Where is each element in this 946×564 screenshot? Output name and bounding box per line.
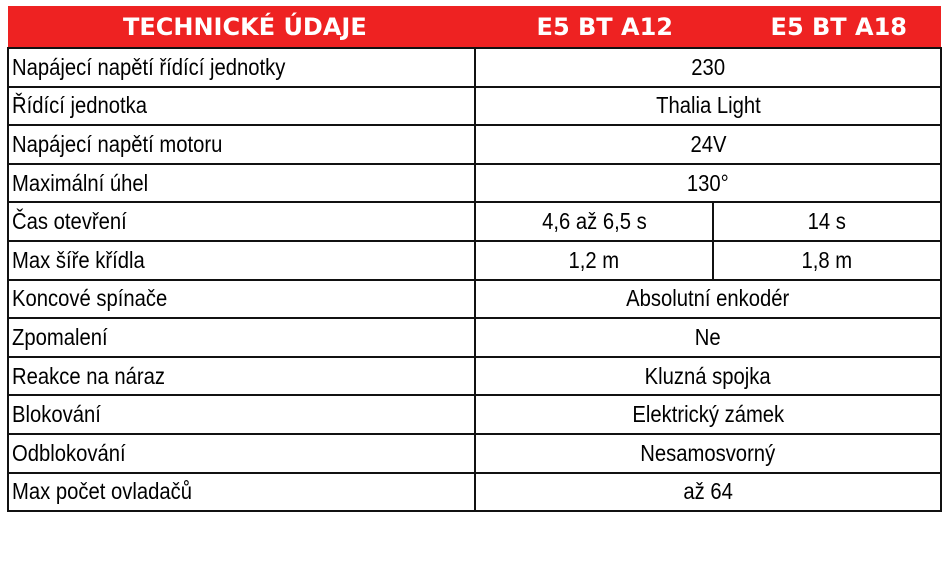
table-row bbox=[8, 164, 941, 203]
row-label-text: Čas otevření bbox=[12, 208, 127, 235]
row-label bbox=[8, 280, 475, 319]
row-label bbox=[8, 164, 475, 203]
header-row bbox=[8, 6, 941, 48]
spec-table-container bbox=[7, 6, 940, 512]
table-row bbox=[8, 202, 941, 241]
row-value-a-text: 4,6 až 6,5 s bbox=[541, 208, 647, 235]
table-row bbox=[8, 241, 941, 280]
table-row bbox=[8, 87, 941, 126]
row-value-text: až 64 bbox=[683, 478, 733, 505]
row-value bbox=[475, 48, 941, 87]
table-header bbox=[8, 6, 941, 48]
row-value bbox=[475, 318, 941, 357]
table-row bbox=[8, 318, 941, 357]
row-label-text: Řídící jednotka bbox=[12, 92, 148, 119]
header-title: TECHNICKÉ ÚDAJE bbox=[8, 6, 475, 48]
header-model-a: E5 BT A12 bbox=[475, 6, 713, 48]
row-value-text: Kluzná spojka bbox=[644, 362, 772, 389]
row-value-text: Nesamosvorný bbox=[640, 439, 776, 466]
row-label bbox=[8, 395, 475, 434]
row-label-text: Odblokování bbox=[12, 439, 126, 466]
row-value-a bbox=[475, 202, 713, 241]
row-value bbox=[475, 87, 941, 126]
table-body bbox=[8, 48, 941, 511]
row-value-text: Elektrický zámek bbox=[632, 401, 784, 428]
row-value-text: 24V bbox=[689, 130, 727, 157]
row-value-text: Thalia Light bbox=[655, 92, 761, 119]
row-value-b bbox=[713, 241, 941, 280]
row-value bbox=[475, 164, 941, 203]
row-label-text: Koncové spínače bbox=[12, 285, 168, 312]
row-label bbox=[8, 202, 475, 241]
row-value bbox=[475, 395, 941, 434]
row-value bbox=[475, 434, 941, 473]
row-label-text: Max šíře křídla bbox=[12, 246, 145, 273]
row-label bbox=[8, 241, 475, 280]
row-label bbox=[8, 125, 475, 164]
row-value-a bbox=[475, 241, 713, 280]
table-row bbox=[8, 280, 941, 319]
table-row bbox=[8, 48, 941, 87]
table-row bbox=[8, 357, 941, 396]
spec-table bbox=[7, 6, 942, 512]
row-label bbox=[8, 357, 475, 396]
table-row bbox=[8, 395, 941, 434]
row-label bbox=[8, 434, 475, 473]
row-label bbox=[8, 87, 475, 126]
row-value-text: Ne bbox=[695, 323, 721, 350]
row-label-text: Blokování bbox=[12, 401, 101, 428]
row-label bbox=[8, 48, 475, 87]
row-label-text: Max počet ovladačů bbox=[12, 478, 193, 505]
row-value bbox=[475, 280, 941, 319]
row-value-text: Absolutní enkodér bbox=[626, 285, 790, 312]
row-label bbox=[8, 473, 475, 512]
table-row bbox=[8, 473, 941, 512]
row-value-a-text: 1,2 m bbox=[568, 246, 620, 273]
table-row bbox=[8, 434, 941, 473]
row-label-text: Zpomalení bbox=[12, 323, 108, 350]
table-row bbox=[8, 125, 941, 164]
row-value bbox=[475, 125, 941, 164]
header-model-b: E5 BT A18 bbox=[713, 6, 941, 48]
row-label-text: Maximální úhel bbox=[12, 169, 149, 196]
row-label-text: Napájecí napětí motoru bbox=[12, 130, 223, 157]
row-value bbox=[475, 357, 941, 396]
row-label-text: Reakce na náraz bbox=[12, 362, 166, 389]
row-value bbox=[475, 473, 941, 512]
row-label bbox=[8, 318, 475, 357]
row-value-text: 130° bbox=[687, 169, 729, 196]
row-value-b bbox=[713, 202, 941, 241]
row-label-text: Napájecí napětí řídící jednotky bbox=[12, 53, 286, 80]
row-value-b-text: 1,8 m bbox=[801, 246, 853, 273]
row-value-text: 230 bbox=[691, 53, 725, 80]
row-value-b-text: 14 s bbox=[807, 208, 847, 235]
